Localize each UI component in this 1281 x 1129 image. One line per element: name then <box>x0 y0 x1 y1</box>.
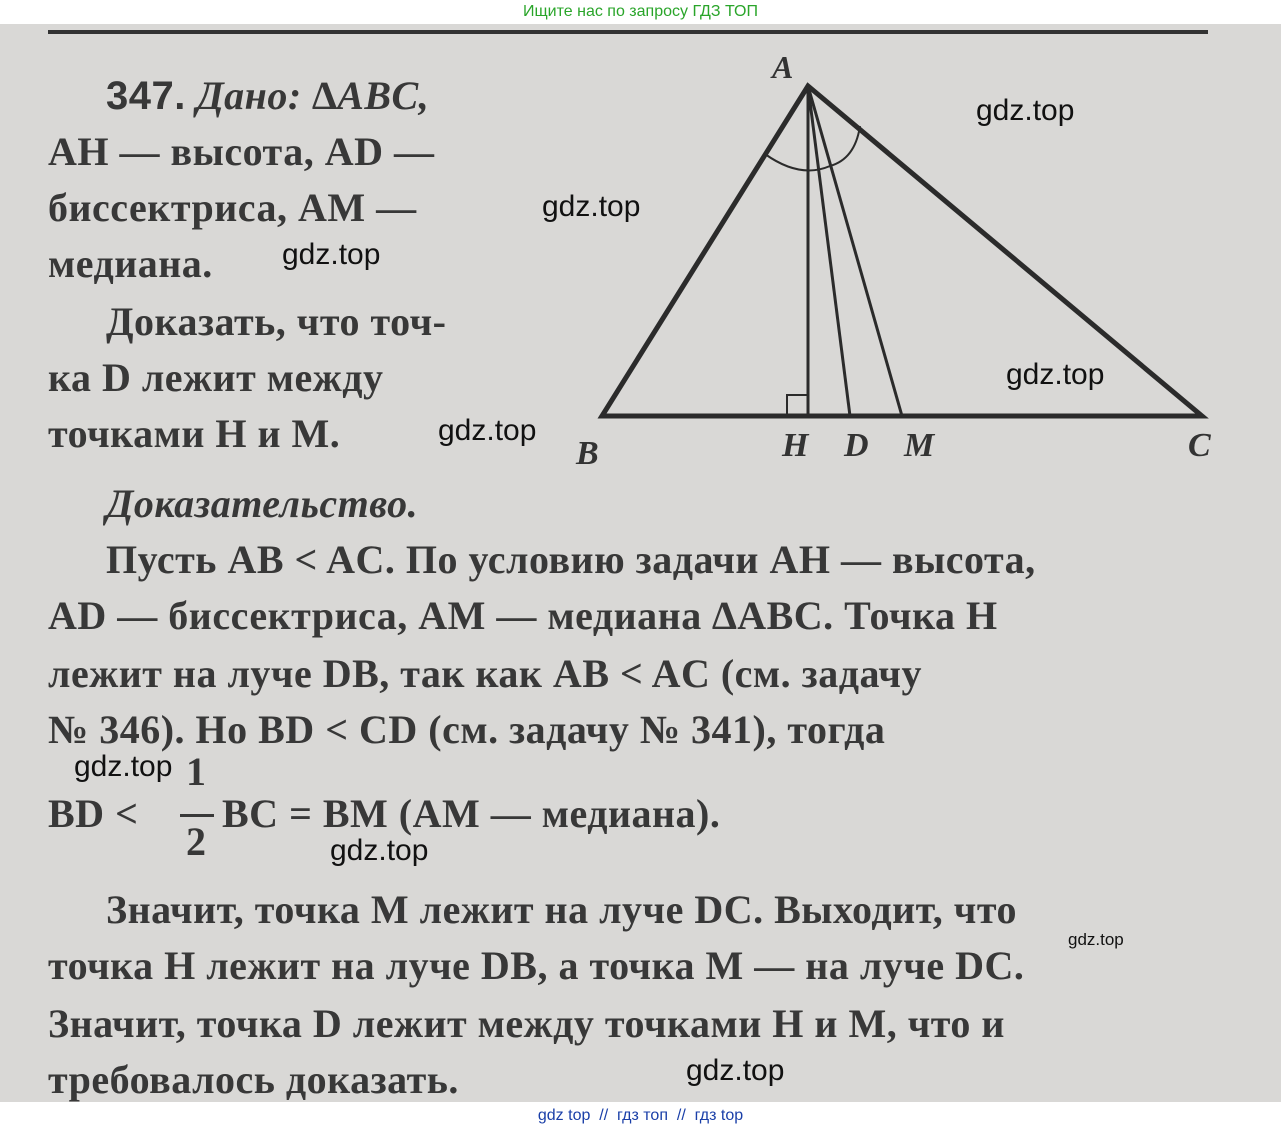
triangle-figure <box>560 54 1240 474</box>
bisector-ad <box>808 86 850 416</box>
problem-heading <box>106 72 429 119</box>
top-rule <box>48 30 1208 34</box>
proof-line: № 346). Но BD < CD (см. задачу № 341), тогда <box>48 707 886 752</box>
watermark: gdz.top <box>74 750 173 783</box>
label-a: A <box>772 54 794 85</box>
problem-line: AH — высота, AD — <box>48 129 435 174</box>
right-angle-mark <box>787 395 808 416</box>
bottom-banner <box>0 1102 1281 1129</box>
conclusion-line: требовалось доказать. <box>48 1057 459 1102</box>
watermark: gdz.top <box>330 834 429 867</box>
watermark: gdz.top <box>1006 358 1105 391</box>
proof-line: AD — биссектриса, AM — медиана ∆ABC. Точка H <box>48 593 998 638</box>
formula-right: BC = BM (AM — медиана). <box>222 791 721 836</box>
proof-line: лежит на луче DB, так как AB < AC (см. задачу <box>48 651 922 696</box>
watermark: gdz.top <box>438 414 537 447</box>
textbook-page <box>0 24 1281 1102</box>
problem-number: 347. <box>106 74 186 118</box>
bottom-banner-text: gdz top // гдз топ // гдз top <box>537 1107 744 1124</box>
fraction-bar <box>180 814 214 817</box>
watermark: gdz.top <box>976 94 1075 127</box>
median-am <box>808 86 902 416</box>
problem-line: точками H и M. <box>48 411 341 456</box>
label-d: D <box>844 427 869 464</box>
watermark: gdz.top <box>686 1054 785 1087</box>
label-h: H <box>782 427 809 464</box>
given-triangle: ∆ABC, <box>312 73 430 118</box>
watermark: gdz.top <box>282 238 381 271</box>
conclusion-line: точка H лежит на луче DB, а точка M — на луче DC. <box>48 943 1025 988</box>
fraction-numerator: 1 <box>186 749 206 794</box>
problem-line: Доказать, что точ- <box>106 299 447 344</box>
label-c: C <box>1188 427 1211 464</box>
fraction-denominator: 2 <box>186 819 206 864</box>
triangle-abc <box>602 86 1202 416</box>
proof-line: Пусть AB < AC. По условию задачи AH — высота, <box>106 537 1036 582</box>
label-b: B <box>576 435 599 472</box>
given-label: Дано: <box>196 73 302 118</box>
top-banner <box>0 0 1281 24</box>
angle-arc-left <box>765 154 830 170</box>
formula-left: BD < <box>48 791 139 836</box>
angle-arc-right <box>830 126 860 166</box>
top-banner-text: Ищите нас по запросу ГДЗ ТОП <box>523 3 758 20</box>
problem-line: ка D лежит между <box>48 355 384 400</box>
problem-line: биссектриса, AM — <box>48 185 417 230</box>
proof-title: Доказательство. <box>106 481 419 526</box>
watermark: gdz.top <box>1068 930 1124 949</box>
conclusion-line: Значит, точка M лежит на луче DC. Выходит, что <box>106 887 1017 932</box>
conclusion-line: Значит, точка D лежит между точками H и M, что и <box>48 1001 1005 1046</box>
label-m: M <box>904 427 935 464</box>
watermark: gdz.top <box>542 190 641 223</box>
problem-line: медиана. <box>48 241 213 286</box>
